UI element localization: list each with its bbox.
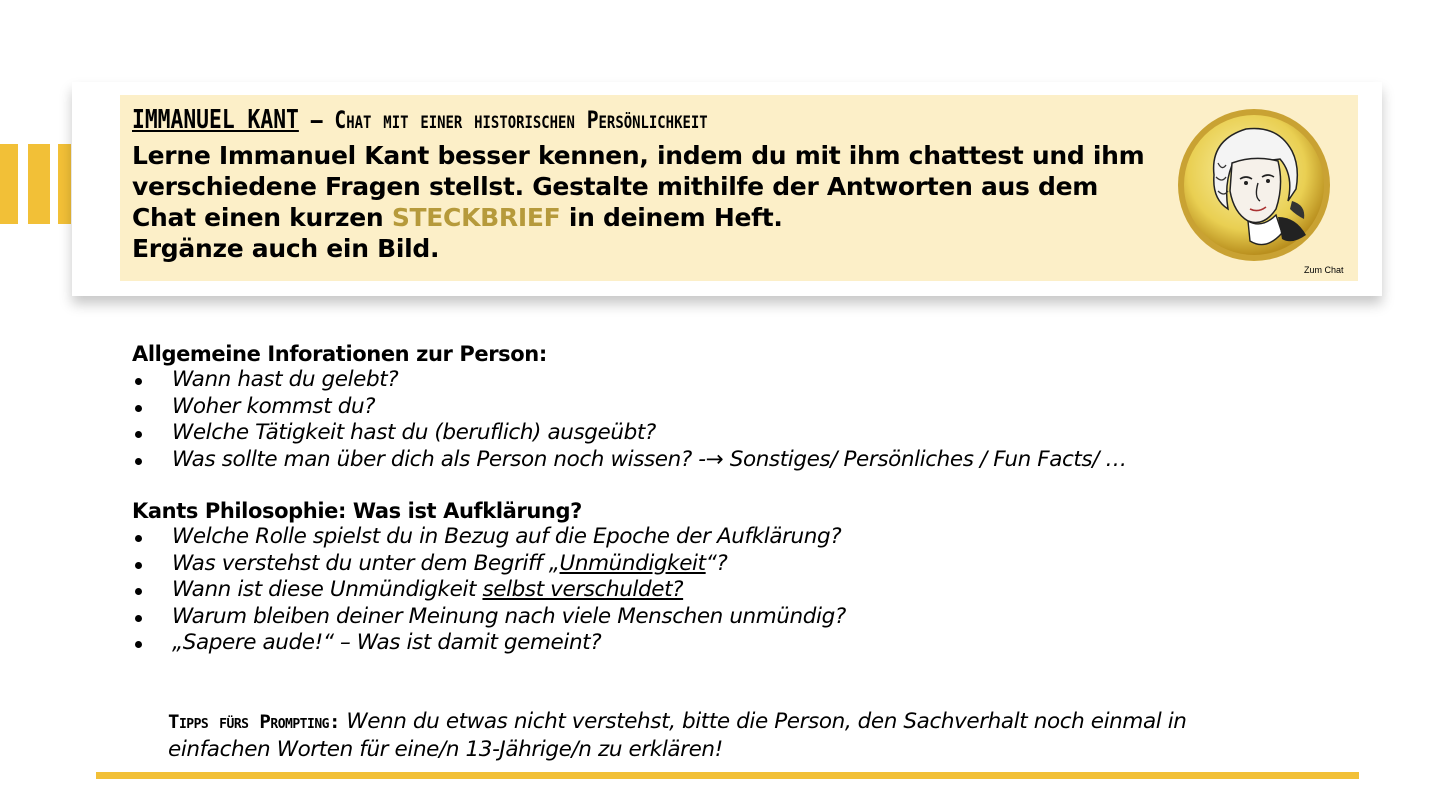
bottom-divider: [96, 772, 1359, 779]
list-item: [132, 551, 846, 578]
section-heading: Kants Philosophie: Was ist Aufklärung?: [132, 499, 582, 523]
task-banner: [120, 95, 1358, 281]
list-item: [132, 394, 1127, 421]
list-item: [132, 447, 1127, 474]
chat-link-portrait[interactable]: [1166, 105, 1342, 265]
question-text: Welche Rolle spielst du in Bezug auf die Epoche der Aufklärung?: [172, 524, 842, 549]
kant-portrait-icon[interactable]: [1166, 105, 1342, 265]
list-item: [132, 577, 846, 604]
bullet-icon: [135, 405, 142, 412]
tips-label: Tipps fürs Prompting:: [168, 711, 340, 733]
list-item: [132, 604, 846, 631]
question-text: Wann ist diese Unmündigkeit: [172, 577, 483, 602]
accent-bar: [0, 144, 18, 224]
section-general-info: [132, 341, 1127, 473]
question-text: Warum bleiben deiner Meinung nach viele Menschen unmündig?: [172, 603, 846, 629]
bullet-icon: [135, 458, 142, 465]
bullet-icon: [135, 562, 142, 569]
bullet-icon: [135, 431, 142, 438]
list-item: [132, 524, 846, 551]
page-title: [132, 105, 708, 135]
task-highlight: STECKBRIEF: [391, 203, 561, 232]
portrait-caption: Zum Chat: [1304, 265, 1344, 275]
prompting-tips: [168, 708, 1248, 763]
bullet-icon: [135, 588, 142, 595]
accent-bar: [28, 144, 50, 224]
page-subtitle: Chat mit einer historischen Persönlichkeit: [334, 106, 708, 134]
list-item: [132, 367, 1127, 394]
question-text: Was verstehst du unter dem Begriff „: [172, 550, 560, 576]
question-text: Wann hast du gelebt?: [172, 367, 399, 392]
task-text: Lerne Immanuel Kant besser kennen, indem du mit ihm chattest und ihm verschiedene Fragen stellst. Gestalte mithilfe der Antworten aus dem Chat einen kurzen: [132, 141, 1145, 232]
question-list: [132, 524, 846, 657]
bullet-icon: [135, 641, 142, 648]
list-item: [132, 420, 1127, 447]
underlined-term: selbst verschuldet?: [482, 577, 684, 602]
question-list: [132, 367, 1127, 473]
question-text: Welche Tätigkeit hast du (beruflich) ausgeübt?: [172, 420, 656, 445]
bullet-icon: [135, 535, 142, 542]
bullet-icon: [135, 615, 142, 622]
accent-bar: [58, 144, 71, 224]
question-text-end: “?: [705, 550, 728, 576]
question-text: „Sapere aude!“ – Was ist damit gemeint?: [172, 630, 602, 655]
question-text: Was sollte man über dich als Person noch wissen? -→ Sonstiges/ Persönliches / Fun Facts/ …: [172, 446, 1127, 472]
task-text-end: in deinem Heft.: [560, 203, 783, 232]
section-philosophy: [132, 498, 846, 657]
bullet-icon: [135, 378, 142, 385]
underlined-term: Unmündigkeit: [559, 550, 706, 576]
tips-text: Wenn du etwas nicht verstehst, bitte die Person, den Sachverhalt noch einmal in einfachen Worten für eine/n 13-Jährige/n zu erklären!: [168, 709, 1187, 762]
task-instructions: [132, 140, 1162, 264]
header-card: [72, 82, 1382, 296]
task-line-2: Ergänze auch ein Bild.: [132, 234, 440, 263]
question-text: Woher kommst du?: [172, 393, 376, 419]
person-name: IMMANUEL KANT: [132, 105, 299, 135]
list-item: [132, 630, 846, 657]
section-heading: Allgemeine Inforationen zur Person:: [132, 342, 547, 366]
title-dash: –: [298, 106, 335, 134]
